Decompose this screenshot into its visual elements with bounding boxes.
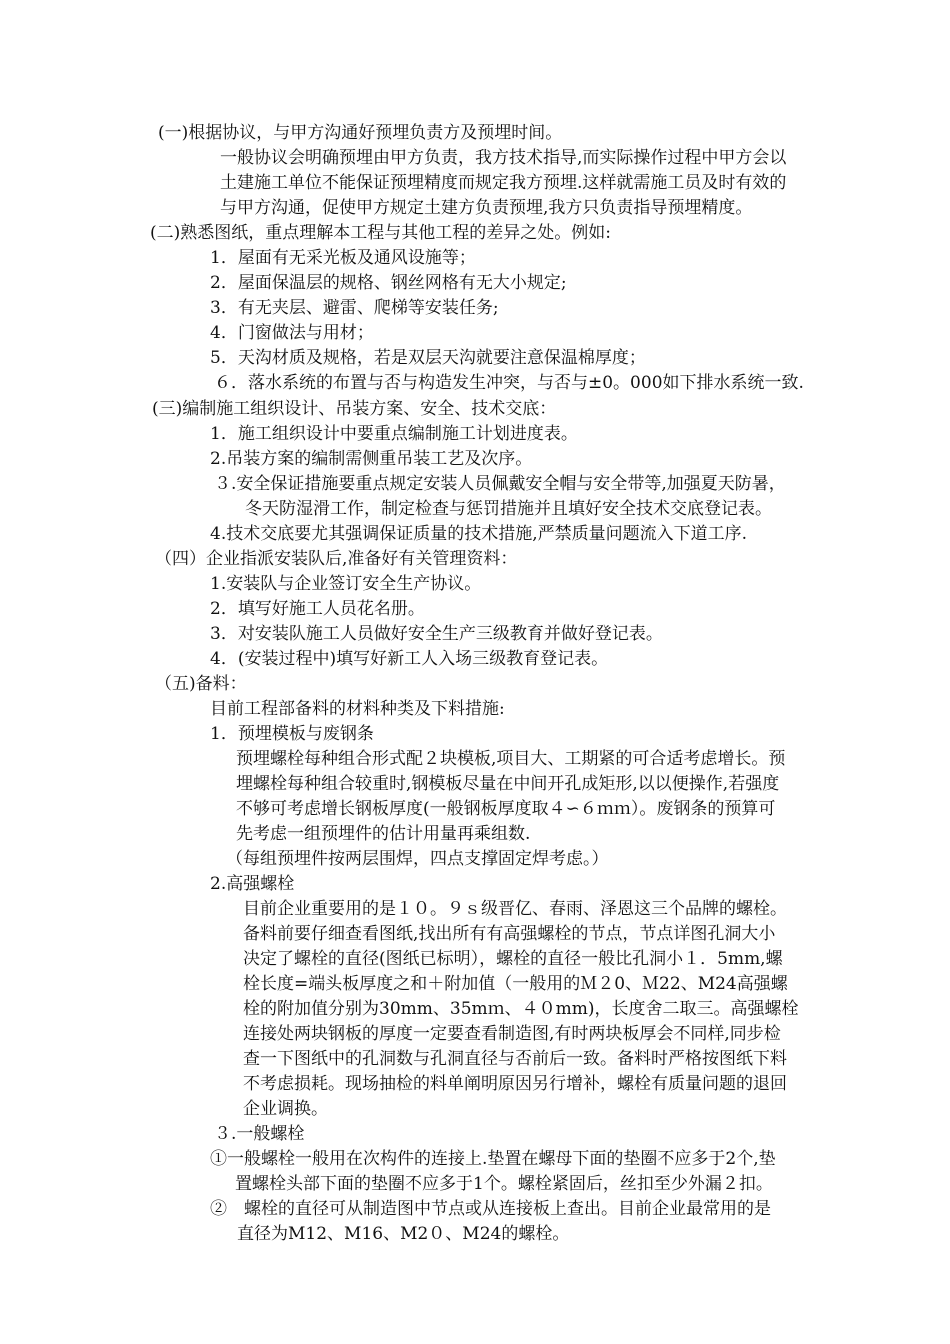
paragraph-note: （每组预埋件按两层围焊，四点支撑固定焊考虑。） [226,849,609,869]
section-5-heading: （五)备料： [155,674,247,694]
paragraph-line: 不够可考虑增长钢板厚度(一般钢板厚度取４∽６ｍｍ）。废钢条的预算可 [236,799,776,819]
list-item: 4．(安装过程中)填写好新工人入场三级教育登记表。 [210,649,609,669]
paragraph-line: 不考虑损耗。现场抽检的料单阐明原因另行增补，螺栓有质量问题的退回 [243,1074,787,1094]
list-item-continuation: 冬天防湿滑工作，制定检查与惩罚措施并且填好安全技术交底登记表。 [245,499,772,519]
paragraph-line: 备料前要仔细查看图纸,找出所有有高强螺栓的节点，节点详图孔洞大小 [243,924,776,944]
numbered-point: ② 螺栓的直径可从制造图中节点或从连接板上查出。目前企业最常用的是 [210,1199,771,1219]
subsection-1-title: 1．预埋模板与废钢条 [210,724,374,744]
list-item: ３.安全保证措施要重点规定安装人员佩戴安全帽与安全带等,加强夏天防暑， [214,474,786,494]
list-item: 1.安装队与企业签订安全生产协议。 [210,574,482,594]
section-4-heading: （四）企业指派安装队后,准备好有关管理资料： [155,549,518,569]
list-item: 4．门窗做法与用材； [210,323,374,343]
paragraph-line: 一般协议会明确预埋由甲方负责，我方技术指导,而实际操作过程中甲方会以 [220,148,787,168]
list-item: 1．屋面有无采光板及通风设施等； [210,248,476,268]
list-item: 4.技术交底要尤其强调保证质量的技术措施,严禁质量问题流入下道工序. [210,524,748,544]
list-item: 2.吊装方案的编制需侧重吊装工艺及次序。 [210,449,533,469]
paragraph-line: 预埋螺栓每种组合形式配２块模板,项目大、工期紧的可合适考虑增长。预 [236,749,786,769]
paragraph-line: 埋螺栓每种组合较重时,钢模板尽量在中间开孔成矩形,以以便操作,若强度 [236,774,780,794]
section-5-intro: 目前工程部备料的材料种类及下料措施: [210,699,505,719]
list-item: ６．落水系统的布置与否与构造发生冲突，与否与±0。000如下排水系统一致. [214,373,804,393]
paragraph-line: 企业调换。 [243,1099,328,1119]
list-item: 2．填写好施工人员花名册。 [210,599,425,619]
list-item: 2．屋面保温层的规格、钢丝网格有无大小规定; [210,273,567,293]
list-item: 3．有无夹层、避雷、爬梯等安装任务; [210,298,499,318]
section-2-heading: (二)熟悉图纸，重点理解本工程与其他工程的差异之处。例如: [150,223,611,243]
paragraph-line: 查一下图纸中的孔洞数与孔洞直径与否前后一致。备料时严格按图纸下料 [243,1049,787,1069]
section-3-heading: (三)编制施工组织设计、吊装方案、安全、技术交底： [152,399,557,419]
paragraph-line: 土建施工单位不能保证预埋精度而规定我方预埋.这样就需施工员及时有效的 [220,173,787,193]
numbered-point-continuation: 置螺栓头部下面的垫圈不应多于1个。螺栓紧固后，丝扣至少外漏２扣。 [235,1174,773,1194]
paragraph-line: 目前企业重要用的是１０。９ｓ级晋亿、春雨、泽恩这三个品牌的螺栓。 [243,899,787,919]
paragraph-line: 连接处两块钢板的厚度一定要查看制造图,有时两块板厚会不同样,同步检 [243,1024,781,1044]
numbered-point-continuation: 直径为M12、M16、M2０、M24的螺栓。 [237,1224,570,1244]
section-1-heading: (一)根据协议，与甲方沟通好预埋负责方及预埋时间。 [158,123,563,143]
paragraph-line: 栓的附加值分别为30mm、35mｍ、４０mm)，长度舍二取三。高强螺栓 [243,999,799,1019]
list-item: 5．天沟材质及规格，若是双层天沟就要注意保温棉厚度； [210,348,646,368]
paragraph-line: 与甲方沟通，促使甲方规定土建方负责预埋,我方只负责指导预埋精度。 [220,198,753,218]
paragraph-line: 先考虑一组预埋件的估计用量再乘组数. [236,824,531,844]
subsection-3-title: ３.一般螺栓 [214,1124,305,1144]
list-item: 1．施工组织设计中要重点编制施工计划进度表。 [210,424,578,444]
numbered-point: ①一般螺栓一般用在次构件的连接上.垫置在螺母下面的垫圈不应多于2个,垫 [210,1149,776,1169]
subsection-2-title: 2.高强螺栓 [210,874,295,894]
paragraph-line: 决定了螺栓的直径(图纸已标明），螺栓的直径一般比孔洞小１．5mm,螺 [243,949,783,969]
paragraph-line: 栓长度=端头板厚度之和＋附加值（一般用的Ｍ２0、Ｍ22、M24高强螺 [243,974,788,994]
list-item: 3．对安装队施工人员做好安全生产三级教育并做好登记表。 [210,624,663,644]
